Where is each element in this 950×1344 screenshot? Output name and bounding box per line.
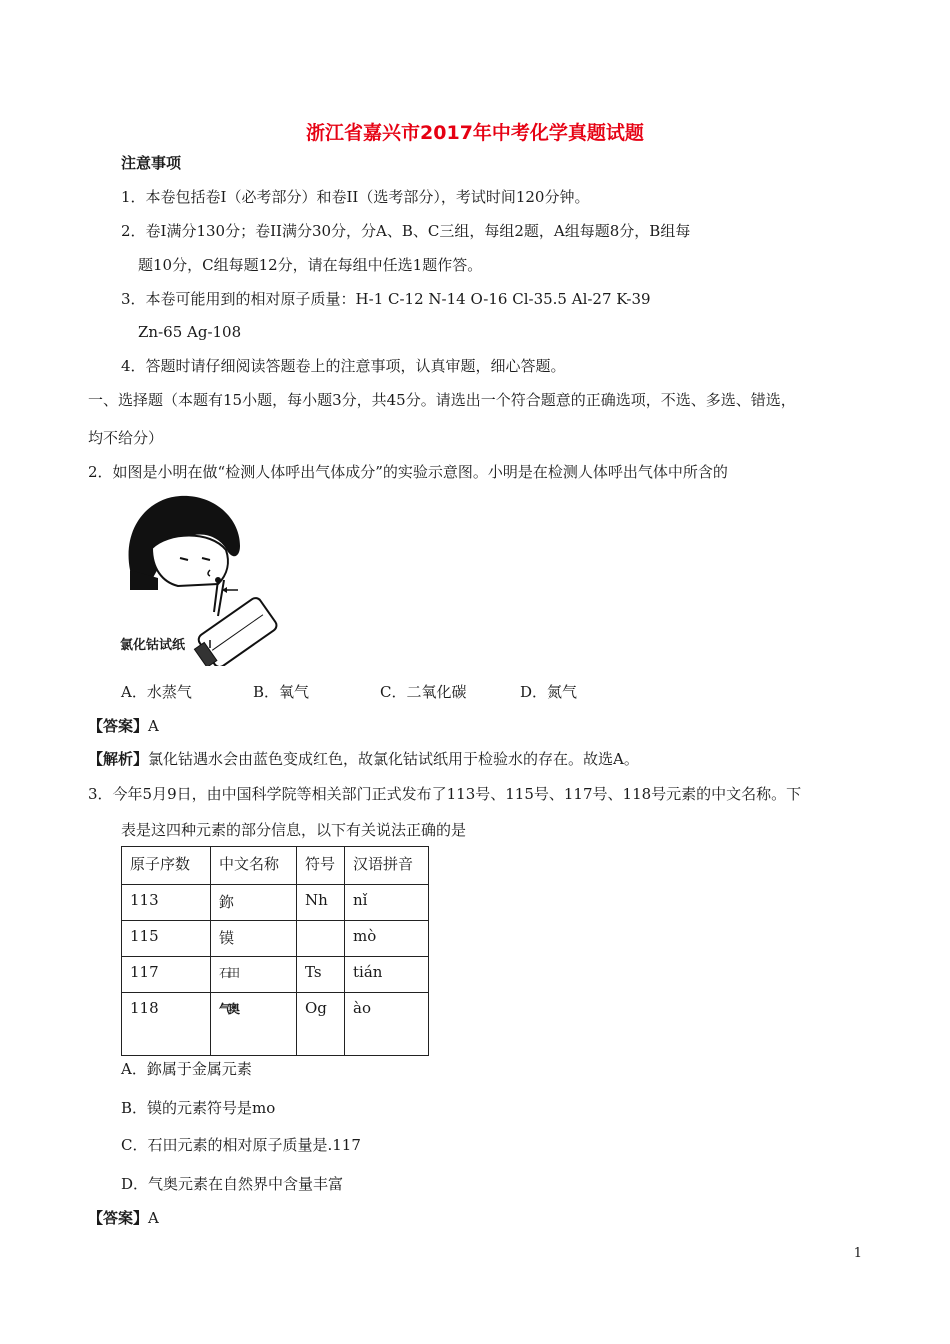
experiment-figure — [118, 488, 288, 666]
table-cell: mò — [345, 921, 429, 957]
option-a: A．鉨属于金属元素 — [121, 1060, 252, 1078]
answer-tag: 【答案】 — [88, 1209, 149, 1227]
answer-value: A — [148, 717, 159, 735]
answer-tag: 【答案】 — [88, 717, 149, 735]
notice-item: 1．本卷包括卷I（必考部分）和卷II（选考部分），考试时间120分钟。 — [121, 188, 590, 206]
notice-item-continued: Zn-65 Ag-108 — [138, 323, 242, 341]
table-row — [122, 993, 429, 1056]
table-cell — [297, 921, 345, 957]
table-cell: 鉨 — [211, 885, 297, 921]
figure-label: 氯化钴试纸 — [120, 638, 186, 653]
analysis-tag: 【解析】 — [88, 750, 149, 768]
table-cell: Og — [297, 993, 345, 1056]
question-3-stem: 3．今年5月9日，由中国科学院等相关部门正式发布了113号、115号、117号、118号元素的中文名称。下 — [88, 785, 802, 803]
notice-item: 3．本卷可能用到的相对原子质量：H-1 C-12 N-14 O-16 Cl-35.5 Al-27 K-39 — [121, 290, 651, 308]
option-c: C．石田元素的相对原子质量是.117 — [121, 1136, 361, 1154]
table-cell: 118 — [122, 993, 211, 1056]
table-cell: 113 — [122, 885, 211, 921]
table-cell — [211, 993, 297, 1056]
table-header-cell: 汉语拼音 — [345, 847, 429, 885]
composite-character: 气奥 — [219, 1002, 238, 1016]
table-cell: Nh — [297, 885, 345, 921]
section-heading: 一、选择题（本题有15小题，每小题3分，共45分。请选出一个符合题意的正确选项，不选、多选、错选， — [88, 391, 796, 409]
table-cell: tián — [345, 957, 429, 993]
page-number: 1 — [853, 1246, 862, 1261]
option-d: D．气奥元素在自然界中含量丰富 — [121, 1175, 344, 1193]
table-cell: Ts — [297, 957, 345, 993]
composite-character: 石田 — [219, 966, 238, 980]
table-cell — [211, 957, 297, 993]
option-c: C．二氧化碳 — [380, 683, 467, 701]
section-heading-continued: 均不给分） — [88, 429, 164, 447]
notice-item: 4．答题时请仔细阅读答题卷上的注意事项，认真审题，细心答题。 — [121, 357, 566, 375]
question-3-stem-continued: 表是这四种元素的部分信息，以下有关说法正确的是 — [121, 821, 467, 839]
page-title: 浙江省嘉兴市2017年中考化学真题试题 — [306, 122, 644, 144]
table-header-row — [122, 847, 429, 885]
analysis-text: 氯化钴遇水会由蓝色变成红色，故氯化钴试纸用于检验水的存在。故选A。 — [148, 750, 639, 768]
table-header-cell: 原子序数 — [122, 847, 211, 885]
notice-heading: 注意事项 — [121, 154, 182, 172]
option-d: D．氮气 — [520, 683, 578, 701]
table-row — [122, 885, 429, 921]
table-cell: nǐ — [345, 885, 429, 921]
table-cell: 镆 — [211, 921, 297, 957]
answer-line — [88, 716, 159, 736]
notice-item-continued: 题10分，C组每题12分，请在每组中任选1题作答。 — [138, 256, 483, 274]
option-b: B．氧气 — [253, 683, 310, 701]
table-header-cell: 符号 — [297, 847, 345, 885]
table-header-cell: 中文名称 — [211, 847, 297, 885]
table-cell: 117 — [122, 957, 211, 993]
table-cell: 115 — [122, 921, 211, 957]
analysis-line — [88, 749, 639, 769]
table-row — [122, 957, 429, 993]
question-2-stem: 2．如图是小明在做“检测人体呼出气体成分”的实验示意图。小明是在检测人体呼出气体中所含的 — [88, 463, 728, 481]
notice-item: 2．卷I满分130分；卷II满分30分，分A、B、C三组，每组2题，A组每题8分，B组每 — [121, 222, 691, 240]
element-table — [121, 846, 429, 1056]
option-b: B．镆的元素符号是mo — [121, 1099, 276, 1117]
table-row — [122, 921, 429, 957]
option-a: A．水蒸气 — [121, 683, 192, 701]
answer-line — [88, 1208, 159, 1228]
table-cell: ào — [345, 993, 429, 1056]
answer-value: A — [148, 1209, 159, 1227]
